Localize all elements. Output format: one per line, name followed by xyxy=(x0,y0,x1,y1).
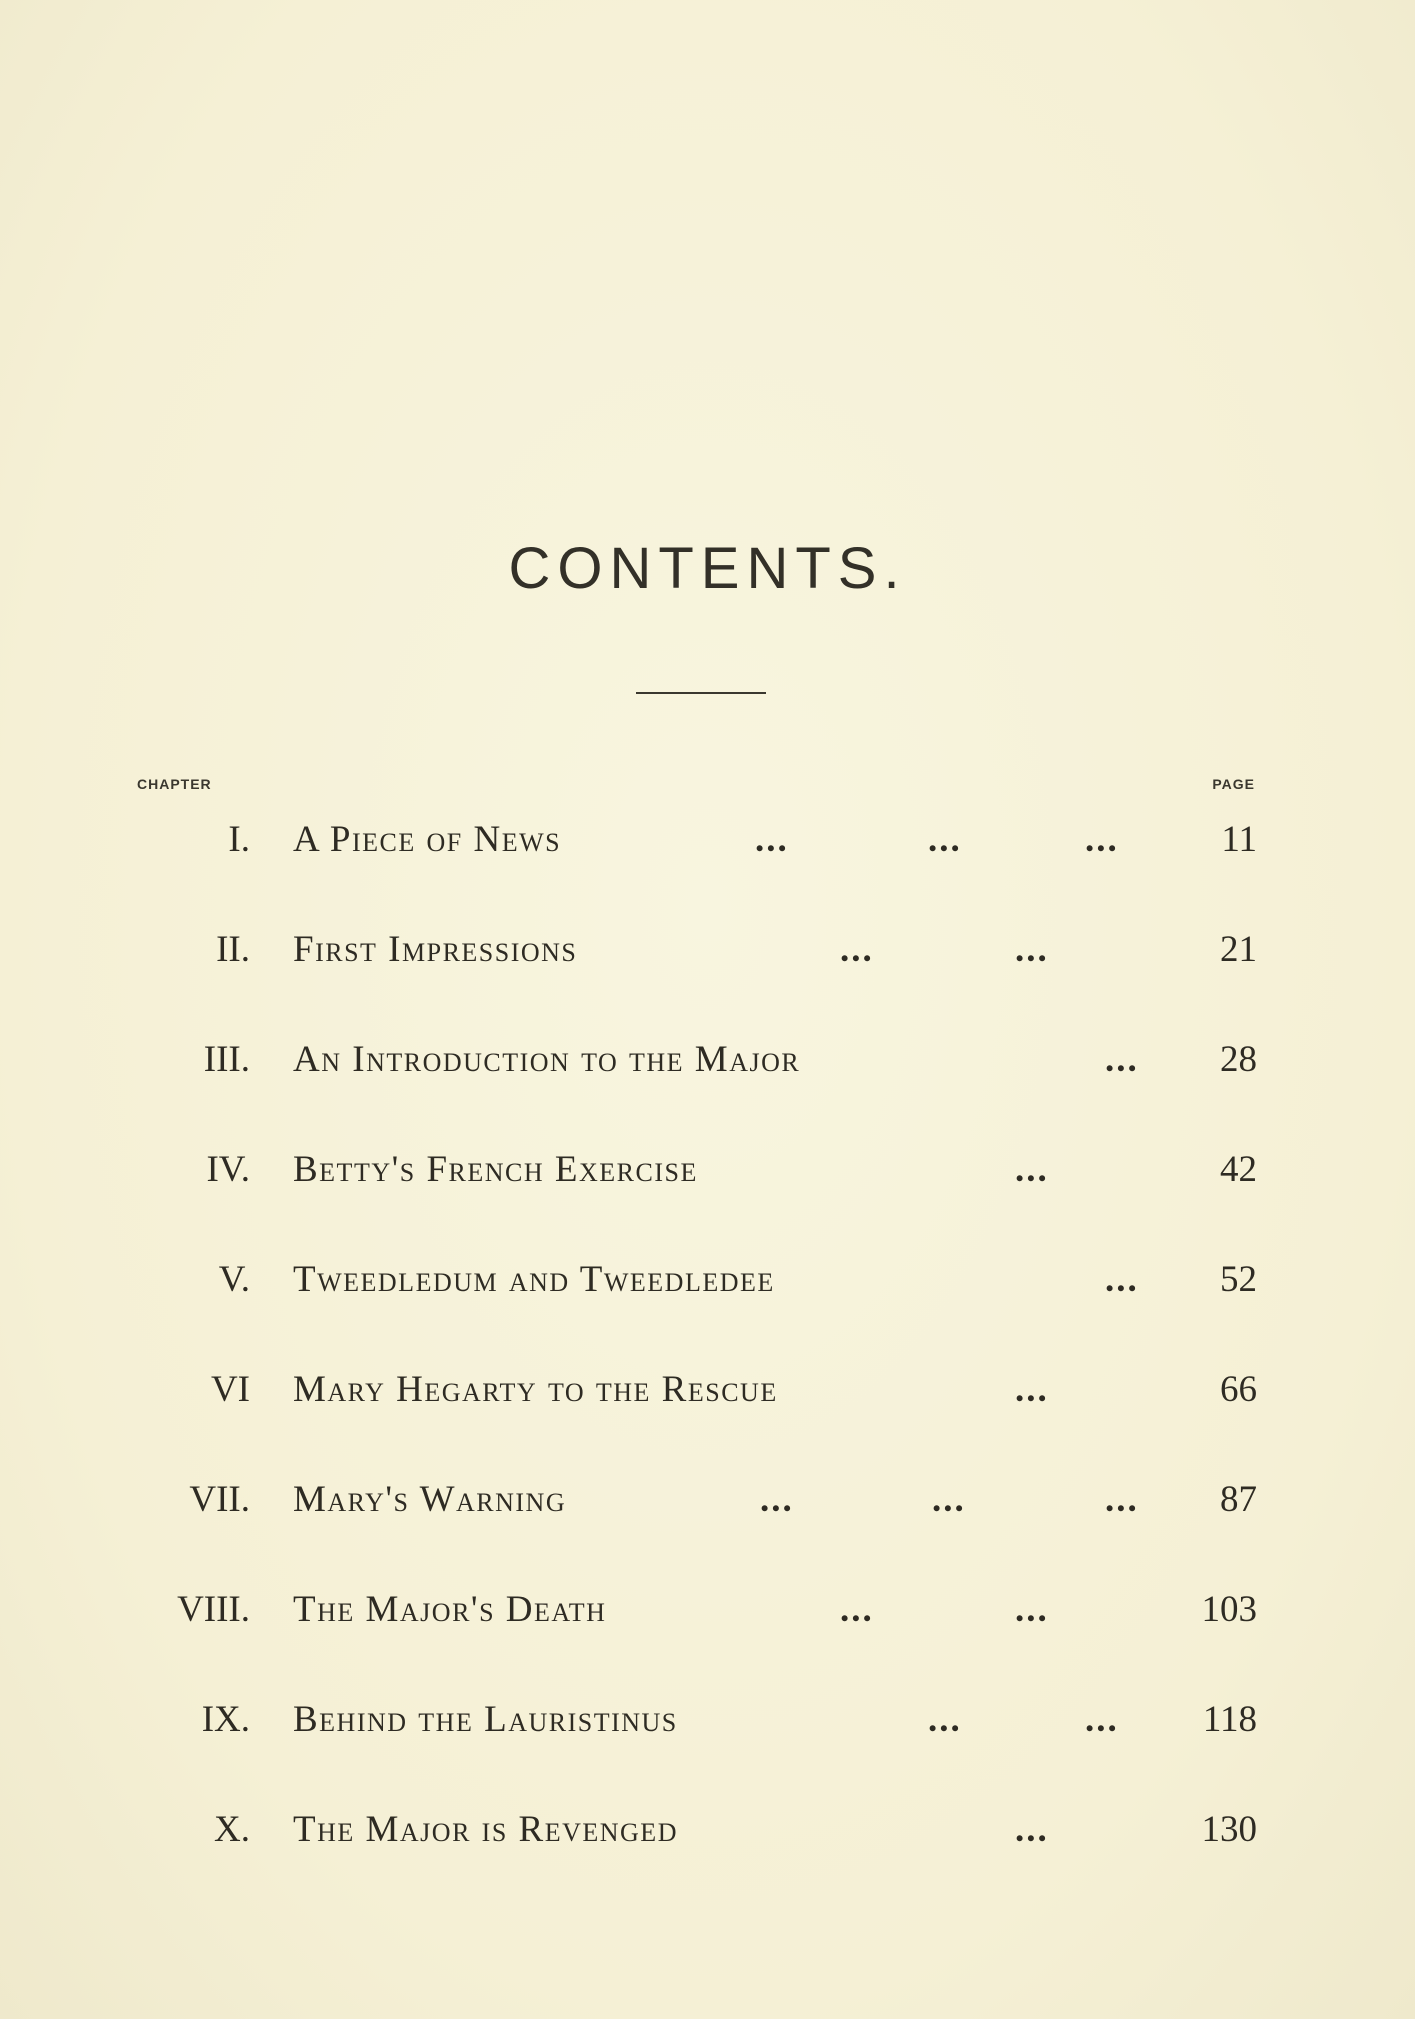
chapter-title: The Major's Death xyxy=(293,1589,607,1630)
chapter-number: IV. xyxy=(206,1149,250,1190)
dot-leader: ... xyxy=(1015,1149,1049,1190)
page-number: 52 xyxy=(1220,1259,1257,1300)
chapter-title: A Piece of News xyxy=(293,819,562,860)
chapter-title: Behind the Lauristinus xyxy=(293,1699,678,1740)
chapter-number: VII. xyxy=(189,1479,250,1520)
chapter-column-heading: CHAPTER xyxy=(137,776,212,792)
dot-leader: ... xyxy=(1015,1809,1049,1850)
chapter-number: V. xyxy=(218,1259,250,1300)
chapter-title: The Major is Revenged xyxy=(293,1809,678,1850)
page-number: 66 xyxy=(1220,1369,1257,1410)
page-number: 87 xyxy=(1220,1479,1257,1520)
chapter-title: Betty's French Exercise xyxy=(293,1149,698,1190)
chapter-number: IX. xyxy=(201,1699,250,1740)
chapter-title: Mary's Warning xyxy=(293,1479,567,1520)
toc-entry xyxy=(0,1588,1415,1648)
title-rule xyxy=(636,692,766,694)
dot-leader: ... xyxy=(1105,1479,1139,1520)
chapter-title: An Introduction to the Major xyxy=(293,1039,801,1080)
toc-entry xyxy=(0,1698,1415,1758)
page-number: 103 xyxy=(1201,1589,1257,1630)
toc-entry xyxy=(0,1808,1415,1868)
dot-leader: ... xyxy=(928,1699,962,1740)
dot-leader: ... xyxy=(1105,1259,1139,1300)
dot-leader: ... xyxy=(1015,1589,1049,1630)
toc-entry xyxy=(0,818,1415,878)
dot-leader: ... xyxy=(760,1479,794,1520)
toc-entry xyxy=(0,928,1415,988)
dot-leader: ... xyxy=(840,1589,874,1630)
page-number: 11 xyxy=(1221,819,1257,860)
toc-entry xyxy=(0,1478,1415,1538)
page-number: 118 xyxy=(1202,1699,1257,1740)
dot-leader: ... xyxy=(755,819,789,860)
toc-entry xyxy=(0,1258,1415,1318)
chapter-title: Mary Hegarty to the Rescue xyxy=(293,1369,778,1410)
chapter-number: I. xyxy=(228,819,250,860)
chapter-title: Tweedledum and Tweedledee xyxy=(293,1259,775,1300)
page-number: 28 xyxy=(1220,1039,1257,1080)
dot-leader: ... xyxy=(1085,819,1119,860)
chapter-title: First Impressions xyxy=(293,929,578,970)
toc-entry xyxy=(0,1038,1415,1098)
dot-leader: ... xyxy=(1015,1369,1049,1410)
page-number: 130 xyxy=(1201,1809,1257,1850)
dot-leader: ... xyxy=(932,1479,966,1520)
dot-leader: ... xyxy=(928,819,962,860)
chapter-number: X. xyxy=(214,1809,250,1850)
page-number: 42 xyxy=(1220,1149,1257,1190)
chapter-number: III. xyxy=(203,1039,250,1080)
dot-leader: ... xyxy=(840,929,874,970)
dot-leader: ... xyxy=(1085,1699,1119,1740)
page-column-heading: PAGE xyxy=(1212,776,1255,792)
page-number: 21 xyxy=(1220,929,1257,970)
page-title: CONTENTS. xyxy=(508,536,907,601)
chapter-number: II. xyxy=(216,929,250,970)
dot-leader: ... xyxy=(1015,929,1049,970)
chapter-number: VIII. xyxy=(177,1589,250,1630)
toc-entry xyxy=(0,1148,1415,1208)
dot-leader: ... xyxy=(1105,1039,1139,1080)
chapter-number: VI xyxy=(210,1369,250,1410)
toc-entry xyxy=(0,1368,1415,1428)
